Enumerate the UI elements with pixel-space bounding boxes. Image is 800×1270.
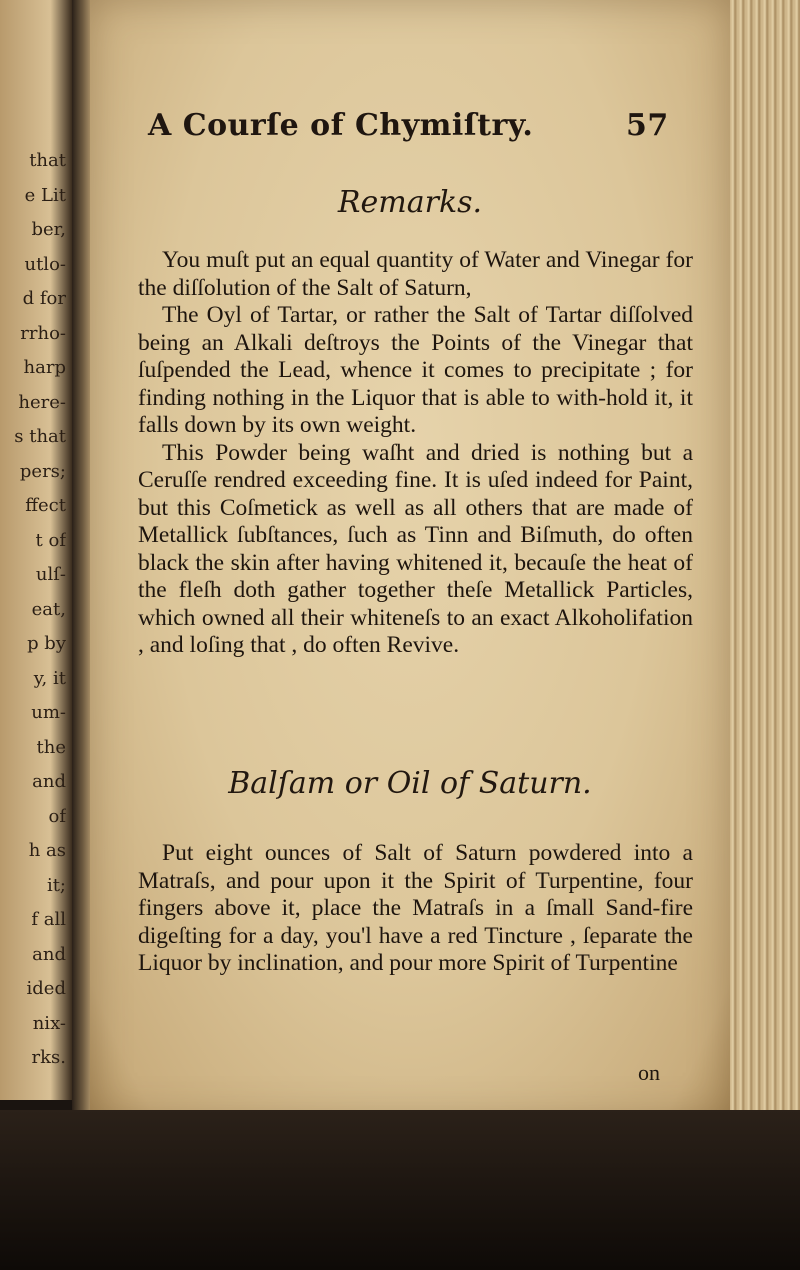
remarks-paragraph-3: This Powder being waſht and dried is nothing but a Ceruſſe rendred exceeding fine. It is uſed indeed for Paint, but this Coſmetick as well as all others that are made of Metallick ſubſtances, ſuch as Tinn and Biſmuth, do often black the skin after having whitened it, becauſe the heat of the fleſh doth gather together theſe Metallick Particles, which owned all their whiteneſs to an exact Alkoholifation , and loſing that , do often Revive.	[138, 439, 693, 658]
facing-page-fragment: rrho-	[20, 322, 66, 344]
facing-page-fragment: p by	[27, 633, 66, 654]
running-title: A Courſe of Chymiſtry.	[148, 108, 534, 143]
facing-page-fragment: the	[36, 736, 66, 758]
facing-page-fragment: ber,	[31, 219, 66, 240]
remarks-paragraph-2: The Oyl of Tartar, or rather the Salt of Tartar diſſolved being an Alkali deſtroys the Points of the Vinegar that ſuſpended the Lead, whence it comes to precipitate ; for finding nothing in the Liquor that is able to with-hold it, it falls down by its own weight.	[138, 302, 693, 438]
facing-page-fragment: harp	[23, 357, 66, 378]
bottom-shadow	[0, 1110, 800, 1270]
page-stack-edge	[730, 0, 800, 1140]
facing-page-fragment: d for	[22, 288, 66, 309]
facing-page-fragment: e Lit	[24, 184, 66, 206]
facing-page-fragment: s that	[14, 426, 66, 447]
facing-page-fragment: h as	[28, 840, 66, 861]
facing-page-fragment: ffect	[25, 495, 66, 516]
facing-page-fragment: ided	[26, 978, 66, 999]
facing-page-fragment: and	[32, 771, 66, 792]
remarks-heading: Remarks.	[337, 185, 483, 220]
book-page	[90, 0, 730, 1120]
running-head	[148, 108, 728, 143]
page-number: 57	[626, 108, 669, 143]
facing-page-fragment: rks.	[31, 1047, 66, 1068]
balsam-text	[138, 840, 693, 978]
remarks-text	[138, 247, 693, 660]
facing-page-fragment: it;	[46, 874, 66, 896]
facing-page-edge	[0, 0, 72, 1100]
facing-page-fragment: of	[48, 805, 66, 827]
facing-page-fragment: eat,	[31, 598, 66, 620]
facing-page-fragment: f all	[31, 909, 66, 930]
balsam-heading: Balſam or Oil of Saturn.	[228, 766, 592, 801]
facing-page-fragment: and	[32, 943, 66, 965]
remarks-paragraph-1: You muſt put an equal quantity of Water and Vinegar for the diſſolution of the Salt of Saturn,	[138, 247, 693, 301]
catchword: on	[638, 1060, 660, 1085]
facing-page-fragment: ulſ-	[35, 564, 66, 585]
facing-page-fragment: here-	[18, 391, 66, 413]
facing-page-fragment: nix-	[32, 1012, 66, 1034]
facing-page-fragment: y, it	[33, 667, 66, 689]
facing-page-fragment: um-	[31, 702, 66, 723]
facing-page-fragment: t of	[35, 529, 66, 551]
book-gutter	[72, 0, 90, 1110]
balsam-paragraph-1: Put eight ounces of Salt of Saturn powdered into a Matraſs, and pour upon it the Spirit of Turpentine, four fingers above it, place the Matraſs in a ſmall Sand-fire digeſting for a day, you'l have a red Tincture , ſeparate the Liquor by inclination, and pour more Spirit of Turpentine	[138, 840, 693, 976]
facing-page-fragment: utlo-	[24, 253, 66, 275]
facing-page-fragment: pers;	[19, 460, 66, 482]
facing-page-fragment: that	[29, 150, 66, 171]
